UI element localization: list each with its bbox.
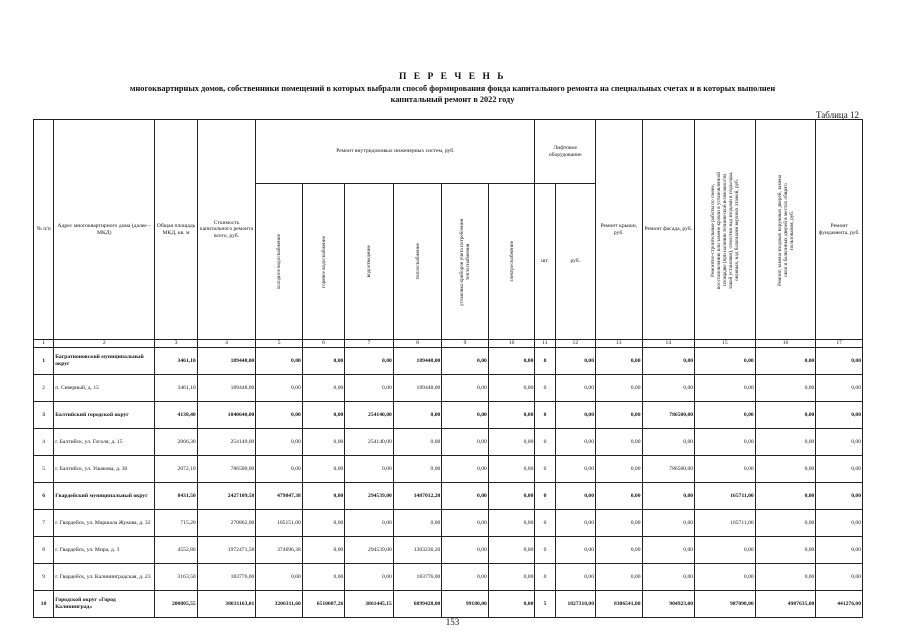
- row-value: 0,00: [596, 375, 642, 402]
- row-value: 786500,00: [642, 402, 695, 429]
- row-value: 0,00: [642, 564, 695, 591]
- row-value: 0,00: [816, 402, 863, 429]
- row-value: 0,00: [302, 348, 344, 375]
- row-value: 0,00: [302, 375, 344, 402]
- header-area: Общая площадь МКД, кв. м: [155, 120, 197, 340]
- row-value: 0,00: [302, 402, 344, 429]
- row-value: 0,00: [302, 429, 344, 456]
- row-value: 0,00: [816, 564, 863, 591]
- repair-table: [33, 119, 863, 618]
- column-number: 1: [34, 340, 54, 348]
- row-value: 165711,00: [695, 510, 756, 537]
- row-value: 0,00: [488, 456, 535, 483]
- row-address: Городской округ «Город Калининград»: [54, 591, 155, 618]
- row-value: 270862,00: [197, 510, 256, 537]
- row-value: 0,00: [695, 456, 756, 483]
- row-value: 2072,10: [155, 456, 197, 483]
- row-value: 0,00: [555, 456, 595, 483]
- table-row: [34, 348, 863, 375]
- row-value: 0,00: [755, 429, 816, 456]
- header-meters: установка приборов учета потребления теплоснабжения: [459, 218, 472, 306]
- row-number: 7: [34, 510, 54, 537]
- row-value: 0,00: [345, 510, 394, 537]
- row-value: 0,00: [488, 537, 535, 564]
- row-value: 441276,00: [816, 591, 863, 618]
- row-value: 0: [535, 483, 555, 510]
- row-number: 6: [34, 483, 54, 510]
- row-value: 0,00: [302, 510, 344, 537]
- header-foundation: Ремонт фундамента, руб.: [816, 120, 863, 340]
- row-value: 0,00: [555, 375, 595, 402]
- row-value: 6899428,00: [393, 591, 442, 618]
- row-value: 3461,10: [155, 375, 197, 402]
- row-address: г. Гвардейск, ул. Маршала Жукова, д. 32: [54, 510, 155, 537]
- row-value: 0,00: [555, 429, 595, 456]
- document-subtitle: многоквартирных домов, собственники помещений в которых выбрали способ формирования фонда капитального ремонта на специальных счетах и в которых выполнен капитальный ремонт в 2022 году: [129, 84, 776, 104]
- row-value: 0,00: [695, 564, 756, 591]
- row-value: 0,00: [755, 375, 816, 402]
- row-number: 2: [34, 375, 54, 402]
- row-value: 3163,50: [155, 564, 197, 591]
- row-address: г. Балтийск, ул. Гоголя, д. 15: [54, 429, 155, 456]
- row-value: 0,00: [642, 348, 695, 375]
- row-value: 904923,00: [642, 591, 695, 618]
- row-value: 0,00: [816, 429, 863, 456]
- row-value: 0,00: [816, 375, 863, 402]
- row-number: 9: [34, 564, 54, 591]
- row-value: 165711,00: [695, 483, 756, 510]
- row-value: 0,00: [555, 564, 595, 591]
- row-value: 0,00: [488, 429, 535, 456]
- column-number: 3: [155, 340, 197, 348]
- row-value: 0,00: [695, 537, 756, 564]
- row-value: 0,00: [755, 510, 816, 537]
- row-address: Балтийский городской округ: [54, 402, 155, 429]
- column-number: 14: [642, 340, 695, 348]
- row-value: 0,00: [642, 510, 695, 537]
- row-value: 0,00: [256, 564, 302, 591]
- row-value: 0,00: [642, 375, 695, 402]
- row-value: 105151,00: [256, 510, 302, 537]
- row-value: 0,00: [345, 348, 394, 375]
- column-number: 16: [755, 340, 816, 348]
- row-value: 0,00: [555, 537, 595, 564]
- row-value: 200805,55: [155, 591, 197, 618]
- row-value: 0: [535, 456, 555, 483]
- row-value: 8431,50: [155, 483, 197, 510]
- row-number: 3: [34, 402, 54, 429]
- header-electric: электроснабжение: [508, 241, 515, 282]
- row-value: 0,00: [596, 510, 642, 537]
- column-number: 8: [393, 340, 442, 348]
- row-value: 38031163,01: [197, 591, 256, 618]
- row-value: 374696,38: [256, 537, 302, 564]
- header-facade: Ремонт фасада, руб.: [642, 120, 695, 340]
- row-value: 254140,00: [197, 429, 256, 456]
- document-title: П Е Р Е Ч Е Н Ь: [399, 72, 506, 82]
- row-value: 0,00: [302, 564, 344, 591]
- header-construction: Ремонтно-строительные работы по смене, восстановлению или замене кровли в установленной площадке (при наличии технической возможности такой установки), отмостки над входами в подъезды, оконных, над балконами верхних этажей, руб.: [709, 170, 740, 289]
- row-value: 0,00: [695, 402, 756, 429]
- row-address: Багратионовский муниципальный округ: [54, 348, 155, 375]
- row-value: 0,00: [816, 348, 863, 375]
- header-num: № п/п: [34, 120, 54, 340]
- row-value: 0,00: [393, 510, 442, 537]
- table-row: [34, 456, 863, 483]
- row-value: 0,00: [488, 591, 535, 618]
- row-value: 0,00: [596, 537, 642, 564]
- row-value: 0,00: [816, 537, 863, 564]
- column-number: 17: [816, 340, 863, 348]
- table-row: [34, 375, 863, 402]
- row-value: 183776,00: [393, 564, 442, 591]
- row-value: 0,00: [442, 456, 488, 483]
- row-value: 4552,80: [155, 537, 197, 564]
- row-value: 5: [535, 591, 555, 618]
- row-value: 3206311,60: [256, 591, 302, 618]
- header-engineering: Ремонт внутридомовых инженерных систем, руб.: [256, 120, 535, 184]
- row-value: 0,00: [442, 510, 488, 537]
- header-cold-water: холодное водоснабжение: [276, 233, 283, 290]
- row-value: 2066,30: [155, 429, 197, 456]
- row-value: 1303236,20: [393, 537, 442, 564]
- table-row: [34, 483, 863, 510]
- row-value: 0,00: [442, 375, 488, 402]
- row-value: 0,00: [256, 456, 302, 483]
- header-sewerage: водоотведение: [366, 245, 373, 278]
- row-number: 5: [34, 456, 54, 483]
- row-value: 0,00: [345, 564, 394, 591]
- header-elevator-pcs: шт.: [535, 184, 555, 340]
- table-row: [34, 402, 863, 429]
- row-value: 4138,40: [155, 402, 197, 429]
- row-value: 0,00: [596, 348, 642, 375]
- row-value: 0: [535, 348, 555, 375]
- row-value: 0,00: [302, 483, 344, 510]
- header-address: Адрес многоквартирного дома (далее – МКД): [54, 120, 155, 340]
- table-label: Таблица 12: [816, 110, 859, 120]
- row-value: 0,00: [816, 456, 863, 483]
- row-value: 0,00: [393, 402, 442, 429]
- row-value: 189448,00: [197, 348, 256, 375]
- row-value: 0,00: [596, 564, 642, 591]
- row-value: 786500,00: [642, 456, 695, 483]
- row-value: 0,00: [642, 537, 695, 564]
- table-body: [34, 348, 863, 618]
- row-value: 294539,00: [345, 537, 394, 564]
- row-address: г. Гвардейск, ул. Калининградская, д. 23: [54, 564, 155, 591]
- row-value: 0,00: [755, 564, 816, 591]
- row-value: 0,00: [555, 510, 595, 537]
- row-value: 3861445,15: [345, 591, 394, 618]
- row-address: п. Северный, д. 15: [54, 375, 155, 402]
- column-number: 9: [442, 340, 488, 348]
- row-value: 0,00: [695, 348, 756, 375]
- column-number: 11: [535, 340, 555, 348]
- row-value: 0,00: [755, 402, 816, 429]
- header-heating: теплоснабжение: [414, 243, 421, 280]
- row-value: 0,00: [695, 429, 756, 456]
- row-value: 0,00: [642, 483, 695, 510]
- row-value: 6510007,26: [302, 591, 344, 618]
- table-row: [34, 429, 863, 456]
- table-row: [34, 591, 863, 618]
- row-value: 0,00: [442, 429, 488, 456]
- table-row: [34, 537, 863, 564]
- row-value: 0,00: [393, 456, 442, 483]
- row-value: 0,00: [488, 402, 535, 429]
- row-value: 0,00: [555, 348, 595, 375]
- row-value: 0,00: [555, 483, 595, 510]
- column-number: 12: [555, 340, 595, 348]
- row-value: 715,20: [155, 510, 197, 537]
- row-value: 0,00: [488, 375, 535, 402]
- row-value: 0,00: [442, 402, 488, 429]
- row-number: 4: [34, 429, 54, 456]
- row-value: 0,00: [302, 456, 344, 483]
- row-value: 0,00: [488, 510, 535, 537]
- column-number: 4: [197, 340, 256, 348]
- row-value: 0,00: [345, 375, 394, 402]
- row-value: 2427109,58: [197, 483, 256, 510]
- row-value: 1972471,58: [197, 537, 256, 564]
- column-number: 2: [54, 340, 155, 348]
- row-value: 786500,00: [197, 456, 256, 483]
- row-value: 0,00: [442, 564, 488, 591]
- row-number: 1: [34, 348, 54, 375]
- row-value: 987098,00: [695, 591, 756, 618]
- row-value: 3461,10: [155, 348, 197, 375]
- row-value: 0,00: [256, 375, 302, 402]
- table-row: [34, 510, 863, 537]
- header-elevator: Лифтовое оборудование: [535, 120, 596, 184]
- row-value: 0,00: [488, 348, 535, 375]
- page-number: 153: [445, 617, 460, 627]
- row-value: 0,00: [488, 483, 535, 510]
- row-address: Гвардейский муниципальный округ: [54, 483, 155, 510]
- column-number: 10: [488, 340, 535, 348]
- header-hot-water: горячее водоснабжение: [320, 235, 327, 288]
- row-value: 0,00: [256, 429, 302, 456]
- header-elevator-rub: руб.: [555, 184, 595, 340]
- row-value: 0,00: [555, 402, 595, 429]
- row-number: 10: [34, 591, 54, 618]
- header-cost: Стоимость капитального ремонта всего, руб.: [197, 120, 256, 340]
- row-value: 0,00: [596, 456, 642, 483]
- column-number: 13: [596, 340, 642, 348]
- row-address: г. Гвардейск, ул. Мира, д. 3: [54, 537, 155, 564]
- row-value: 0,00: [642, 429, 695, 456]
- row-value: 0,00: [755, 348, 816, 375]
- column-number: 7: [345, 340, 394, 348]
- row-value: 0,00: [596, 402, 642, 429]
- row-value: 0,00: [393, 429, 442, 456]
- column-number: 5: [256, 340, 302, 348]
- row-value: 0,00: [596, 429, 642, 456]
- row-value: 0,00: [345, 456, 394, 483]
- row-value: 0,00: [256, 348, 302, 375]
- row-value: 254140,00: [345, 402, 394, 429]
- row-value: 0,00: [442, 483, 488, 510]
- header-roof: Ремонт крыши, руб.: [596, 120, 642, 340]
- row-value: 0,00: [755, 456, 816, 483]
- row-value: 0,00: [695, 375, 756, 402]
- row-value: 183776,00: [197, 564, 256, 591]
- row-value: 0: [535, 510, 555, 537]
- row-value: 4987635,00: [755, 591, 816, 618]
- row-value: 0,00: [755, 483, 816, 510]
- row-value: 1487012,20: [393, 483, 442, 510]
- row-value: 8306541,00: [596, 591, 642, 618]
- table-row: [34, 564, 863, 591]
- row-value: 189448,00: [197, 375, 256, 402]
- column-number-row: [34, 340, 863, 348]
- row-value: 0,00: [302, 537, 344, 564]
- row-value: 99180,00: [442, 591, 488, 618]
- row-value: 0,00: [442, 348, 488, 375]
- column-number: 15: [695, 340, 756, 348]
- row-value: 0,00: [256, 402, 302, 429]
- row-value: 1040640,00: [197, 402, 256, 429]
- row-value: 0: [535, 537, 555, 564]
- row-value: 0: [535, 564, 555, 591]
- row-number: 8: [34, 537, 54, 564]
- row-value: 254140,00: [345, 429, 394, 456]
- row-value: 479847,38: [256, 483, 302, 510]
- row-value: 0,00: [488, 564, 535, 591]
- row-value: 1827318,00: [555, 591, 595, 618]
- row-address: г. Балтийск, ул. Ушакова, д. 30: [54, 456, 155, 483]
- column-number: 6: [302, 340, 344, 348]
- row-value: 0,00: [816, 510, 863, 537]
- row-value: 0,00: [596, 483, 642, 510]
- row-value: 0: [535, 375, 555, 402]
- row-value: 189448,00: [393, 348, 442, 375]
- row-value: 0,00: [816, 483, 863, 510]
- row-value: 0: [535, 402, 555, 429]
- row-value: 294539,00: [345, 483, 394, 510]
- header-doors: Ремонт, замена входных наружных дверей, замена окон и балконных дверей в местах общего пользования, руб.: [776, 173, 795, 286]
- row-value: 189448,00: [393, 375, 442, 402]
- row-value: 0,00: [755, 537, 816, 564]
- row-value: 0,00: [442, 537, 488, 564]
- row-value: 0: [535, 429, 555, 456]
